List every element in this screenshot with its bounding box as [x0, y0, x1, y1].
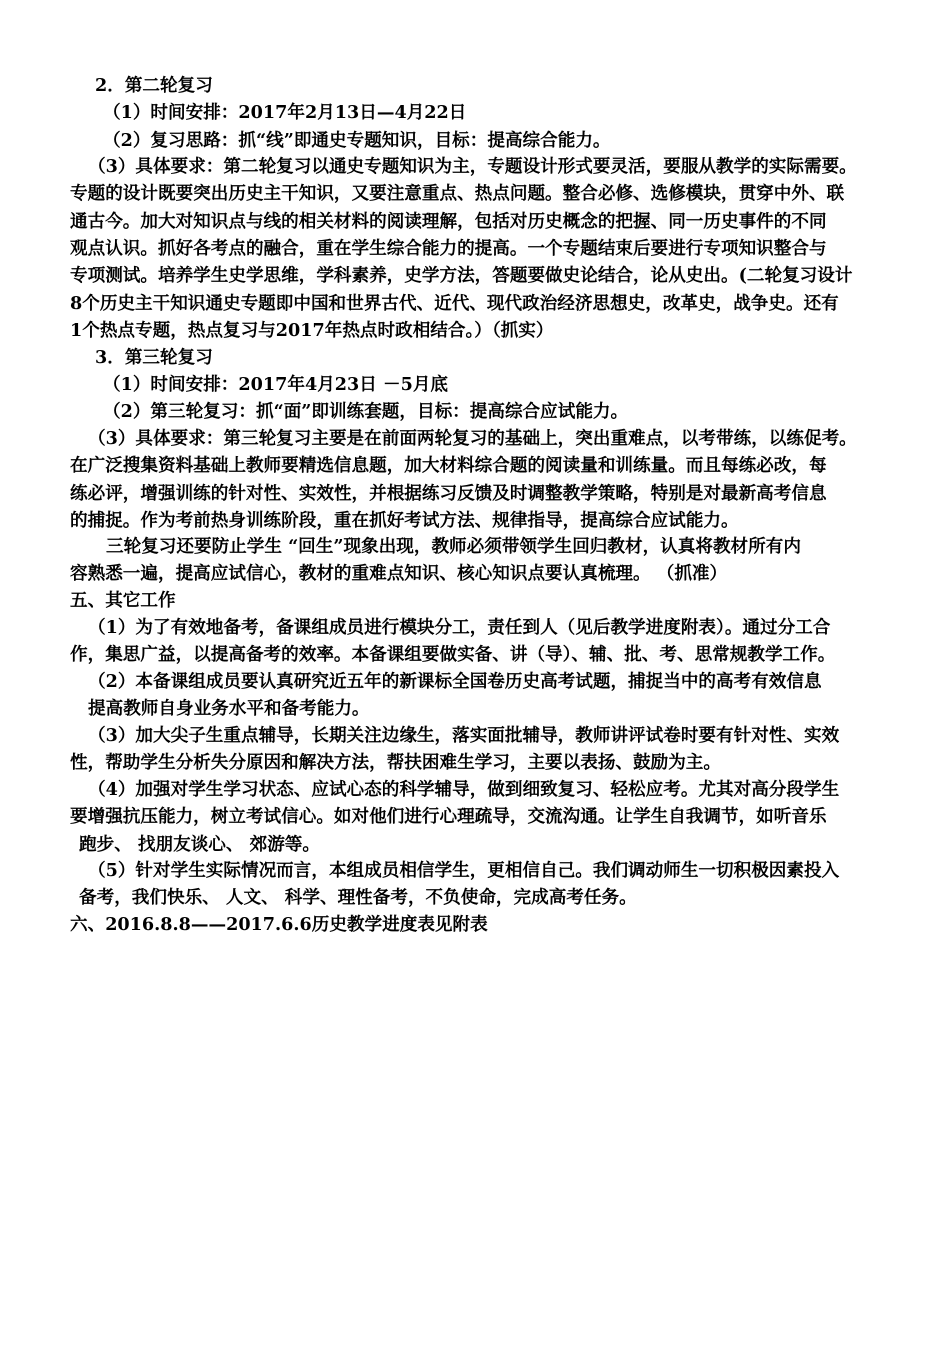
paragraph-line: 作，集思广益，以提高备考的效率。本备课组要做实备、讲（导）、辅、批、考、思常规教学工作。: [70, 644, 836, 666]
heading-other-work: 五、其它工作: [70, 590, 176, 611]
paragraph-line: 练必评，增强训练的针对性、实效性，并根据练习反馈及时调整教学策略，特别是对最新高考信息: [70, 482, 827, 504]
paragraph-line: （3）具体要求：第三轮复习主要是在前面两轮复习的基础上，突出重难点，以考带练，以练促考。: [88, 428, 857, 449]
paragraph-line: 提高教师自身业务水平和备考能力。: [88, 698, 370, 720]
heading-schedule: 六、2016.8.8——2017.6.6历史教学进度表见附表: [70, 914, 488, 935]
section-3-title: 3．第三轮复习: [95, 347, 213, 368]
paragraph-line: （5）针对学生实际情况而言，本组成员相信学生，更相信自己。我们调动师生一切积极因素投入: [88, 860, 840, 881]
s3-time-arrangement: （1）时间安排：2017年4月23日 －5月底: [103, 374, 449, 395]
paragraph-line: 要增强抗压能力，树立考试信心。如对他们进行心理疏导，交流沟通。让学生自我调节，如听音乐: [70, 806, 827, 828]
paragraph-line: 1个热点专题，热点复习与2017年热点时政相结合。）（抓实）: [70, 319, 554, 341]
s3-review-approach: （2）第三轮复习：抓“面”即训练套题，目标：提高综合应试能力。: [103, 401, 629, 422]
section-2-title: 2．第二轮复习: [95, 75, 213, 96]
paragraph-line: 通古今。加大对知识点与线的相关材料的阅读理解，包括对历史概念的把握、同一历史事件的不同: [70, 210, 827, 232]
paragraph-line: 8个历史主干知识通史专题即中国和世界古代、近代、现代政治经济思想史，改革史，战争史。还有: [70, 292, 839, 314]
paragraph-line: （2）本备课组成员要认真研究近五年的新课标全国卷历史高考试题，捕捉当中的高考有效信息: [88, 671, 822, 692]
paragraph-line: 专项测试。培养学生史学思维，学科素养，史学方法，答题要做史论结合，论从史出。(二轮复习设计: [70, 265, 853, 287]
paragraph-line: 三轮复习还要防止学生 “回生”现象出现，教师必须带领学生回归教材，认真将教材所有内: [106, 536, 801, 557]
paragraph-line: 观点认识。抓好各考点的融合，重在学生综合能力的提高。一个专题结束后要进行专项知识整合与: [70, 237, 827, 259]
s2-review-approach: （2）复习思路：抓“线”即通史专题知识，目标：提高综合能力。: [103, 130, 611, 151]
paragraph-line: 的捕捉。作为考前热身训练阶段，重在抓好考试方法、规律指导，提高综合应试能力。: [70, 509, 739, 531]
paragraph-line: （3）加大尖子生重点辅导，长期关注边缘生，落实面批辅导，教师讲评试卷时要有针对性、实效: [88, 725, 840, 746]
paragraph-line: （3）具体要求：第二轮复习以通史专题知识为主，专题设计形式要灵活，要服从教学的实际需要。: [88, 156, 857, 177]
paragraph-line: （4）加强对学生学习状态、应试心态的科学辅导，做到细致复习、轻松应考。尤其对高分段学生: [88, 779, 840, 800]
paragraph-line: 跑步、 找朋友谈心、 郊游等。: [79, 833, 320, 855]
paragraph-line: 备考，我们快乐、 人文、 科学、理性备考，不负使命，完成高考任务。: [79, 887, 637, 909]
paragraph-line: 容熟悉一遍，提高应试信心，教材的重难点知识、核心知识点要认真梳理。 （抓准）: [70, 563, 728, 585]
paragraph-line: 专题的设计既要突出历史主干知识，又要注意重点、热点问题。整合必修、选修模块，贯穿中外、联: [70, 183, 845, 205]
paragraph-line: （1）为了有效地备考，备课组成员进行模块分工，责任到人（见后教学进度附表）。通过分工合: [88, 617, 831, 638]
s2-time-arrangement: （1）时间安排：2017年2月13日—4月22日: [103, 102, 467, 123]
paragraph-line: 在广泛搜集资料基础上教师要精选信息题，加大材料综合题的阅读量和训练量。而且每练必改，每: [70, 455, 827, 477]
paragraph-line: 性，帮助学生分析失分原因和解决方法，帮扶困难生学习，主要以表扬、鼓励为主。: [70, 752, 721, 774]
